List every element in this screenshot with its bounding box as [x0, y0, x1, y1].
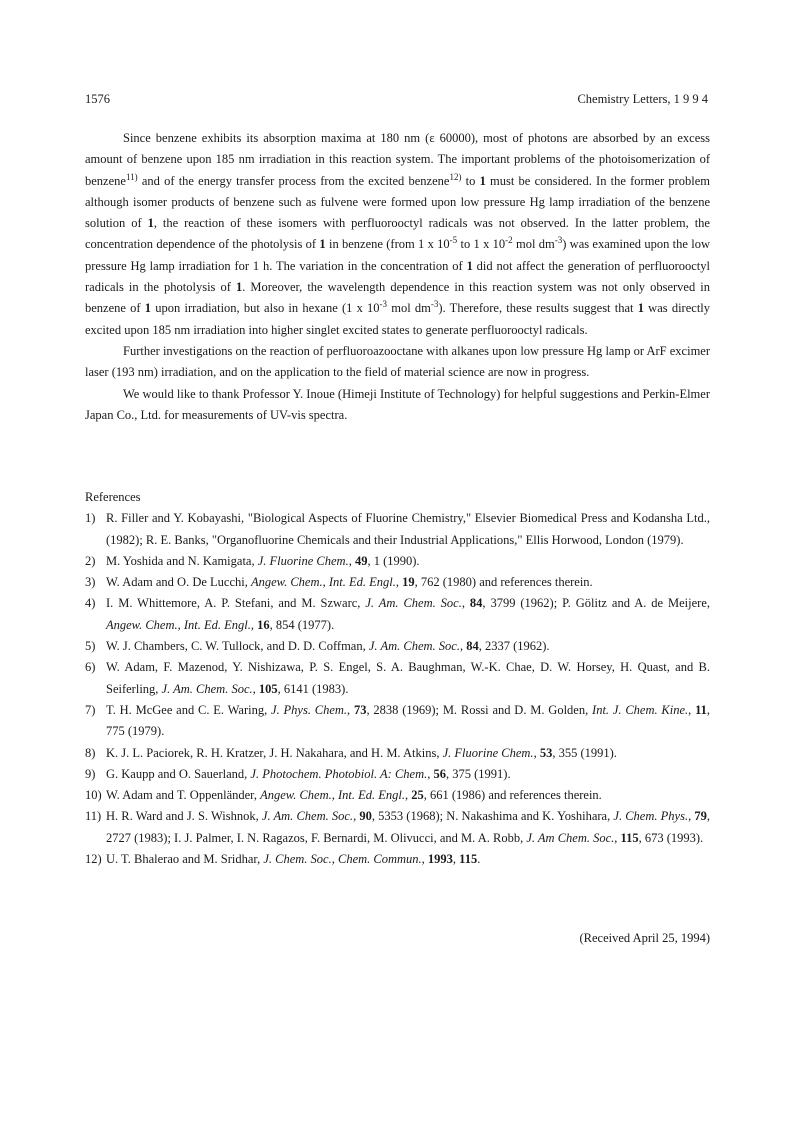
text: , 2838 (1969); M. Rossi and D. M. Golden, — [366, 702, 593, 717]
text: mol dm — [512, 237, 555, 252]
text: . Moreover, the wavelength dependence in this reaction system was not only observed in benzene of — [85, 280, 711, 316]
reference-item — [85, 551, 710, 572]
exponent: -3 — [430, 299, 439, 310]
volume: 115 — [459, 852, 478, 867]
reference-item — [85, 849, 710, 870]
text: , — [353, 809, 360, 824]
compound-label: 1 — [319, 237, 326, 252]
volume: 11 — [695, 702, 707, 717]
text: was directly excited upon 185 nm irradiation into higher singlet excited states to generate perfluorooctyl radicals. — [85, 301, 711, 337]
text: Since benzene exhibits its absorption maxima at 180 nm (ε 60000), most of photons are absorbed by an excess amount of benzene upon 185 nm irradiation in this reaction system. The important problems of the photoisomerization of benzene — [85, 131, 710, 188]
text: U. T. Bhalerao and M. Sridhar, — [106, 852, 264, 867]
reference-number: 3) — [85, 575, 96, 590]
reference-item — [85, 743, 710, 764]
reference-list — [85, 508, 710, 870]
text: , 661 (1986) and references therein. — [423, 788, 602, 803]
journal-name: Chemistry Letters, 1 9 9 4 — [577, 92, 708, 106]
text: , — [348, 553, 355, 568]
volume: 90 — [359, 809, 372, 824]
text: . — [477, 852, 481, 867]
volume: 53 — [539, 745, 553, 760]
text: to — [461, 173, 480, 188]
volume: 16 — [257, 617, 270, 632]
text: , — [252, 681, 259, 696]
reference-number: 6) — [85, 660, 96, 675]
text: W. J. Chambers, C. W. Tullock, and D. D. Coffman, — [106, 639, 369, 654]
reference-item — [85, 636, 710, 657]
exponent: -5 — [449, 235, 458, 246]
reference-item — [85, 572, 710, 593]
text: , — [688, 702, 696, 717]
reference-item — [85, 508, 710, 551]
reference-number: 12) — [85, 852, 102, 867]
journal-title: Angew. Chem., Int. Ed. Engl. — [260, 788, 405, 803]
text: , — [421, 852, 428, 867]
reference-text — [106, 657, 710, 700]
volume: 84 — [469, 596, 483, 611]
compound-label: 1 — [147, 216, 154, 231]
text: , — [461, 596, 470, 611]
text: , — [688, 809, 695, 824]
reference-text — [106, 785, 710, 806]
volume: 73 — [353, 702, 367, 717]
text: to 1 x 10 — [457, 237, 506, 252]
exponent: -3 — [379, 299, 388, 310]
page-header — [85, 92, 708, 107]
text: , 2337 (1962). — [478, 639, 550, 654]
reference-text — [106, 806, 710, 849]
paragraph-1 — [85, 128, 710, 341]
text: , 775 (1979). — [106, 702, 711, 739]
reference-number: 10) — [85, 788, 102, 803]
reference-number: 1) — [85, 511, 96, 526]
text: W. Adam, F. Mazenod, Y. Nishizawa, P. S. Engel, S. A. Baughman, W.-K. Chae, D. W. Horsey, H. Quast, and B. Seiferling, — [106, 660, 710, 696]
text: , 854 (1977). — [269, 617, 335, 632]
text: H. R. Ward and J. S. Wishnok, — [106, 809, 262, 824]
references-section — [85, 487, 710, 870]
text: ). Therefore, these results suggest that — [438, 301, 638, 316]
reference-text — [106, 700, 710, 743]
page-number: 1576 — [85, 92, 110, 106]
volume: 49 — [354, 553, 368, 568]
reference-item — [85, 806, 710, 849]
text: upon irradiation, but also in hexane (1 x 10 — [151, 301, 380, 316]
text: , — [347, 702, 354, 717]
reference-text — [106, 572, 710, 593]
text: , 355 (1991). — [552, 745, 617, 760]
text: must be considered. In the former problem although isomer products of benzene such as fulvene were formed upon low pressure Hg lamp irradiation of the benzene solution of — [85, 173, 710, 231]
journal-title: J. Fluorine Chem. — [442, 745, 534, 760]
text: G. Kaupp and O. Sauerland, — [106, 766, 251, 781]
text: , 5353 (1968); N. Nakashima and K. Yoshihara, — [371, 809, 614, 824]
journal-title: Angew. Chem., Int. Ed. Engl. — [106, 617, 251, 632]
volume: 115 — [620, 830, 639, 845]
exponent: -3 — [554, 235, 563, 246]
text: , 2727 (1983); I. J. Palmer, I. N. Ragazos, F. Bernardi, M. Olivucci, and M. A. Robb, — [106, 809, 710, 845]
text: K. J. L. Paciorek, R. H. Kratzer, J. H. Nakahara, and H. M. Atkins, — [106, 745, 443, 760]
volume: 19 — [402, 575, 415, 590]
text: , 6141 (1983). — [277, 681, 349, 696]
text: , — [614, 830, 621, 845]
paragraph-3: We would like to thank Professor Y. Inoue (Himeji Institute of Technology) for helpful suggestions and Perkin-Elmer Japan Co., Ltd. for measurements of UV-vis spectra. — [85, 386, 710, 422]
text: I. M. Whittemore, A. P. Stefani, and M. Szwarc, — [106, 596, 366, 611]
reference-item — [85, 657, 710, 700]
reference-text — [106, 636, 710, 657]
year: 1993 — [427, 852, 453, 867]
journal-title: Angew. Chem., Int. Ed. Engl. — [251, 575, 396, 590]
reference-number: 2) — [85, 553, 96, 568]
text: , 673 (1993). — [638, 830, 704, 845]
text: , — [452, 852, 460, 867]
journal-title: J. Phys. Chem. — [271, 702, 348, 717]
reference-item — [85, 785, 710, 806]
journal-title: J. Am. Chem. Soc. — [368, 639, 460, 654]
text: , 375 (1991). — [446, 766, 511, 781]
text: , — [459, 639, 467, 654]
reference-item — [85, 700, 710, 743]
text: M. Yoshida and N. Kamigata, — [106, 553, 258, 568]
volume: 56 — [433, 766, 446, 781]
volume: 105 — [258, 681, 278, 696]
body-text — [85, 128, 710, 426]
references-heading: References — [85, 490, 141, 504]
journal-title: J. Am. Chem. Soc. — [161, 681, 253, 696]
volume: 79 — [694, 809, 707, 824]
reference-text — [106, 764, 710, 785]
journal-title: Int. J. Chem. Kine. — [592, 702, 689, 717]
text: mol dm — [387, 301, 431, 316]
journal-title: J. Am. Chem. Soc. — [261, 809, 354, 824]
reference-text — [106, 743, 710, 764]
text: , — [395, 575, 403, 590]
paragraph-2: Further investigations on the reaction of perfluoroazooctane with alkanes upon low pressure Hg lamp or ArF excimer laser (193 nm) irradiation, and on the application to the field of material science are now in progress. — [85, 343, 710, 380]
reference-text — [106, 849, 710, 870]
compound-label: 1 — [235, 280, 243, 295]
journal-title: J. Photochem. Photobiol. A: Chem. — [250, 766, 428, 781]
reference-number: 9) — [85, 766, 96, 781]
text: W. Adam and O. De Lucchi, — [106, 575, 251, 590]
citation: 12) — [449, 171, 462, 182]
reference-number: 11) — [85, 809, 102, 824]
reference-item — [85, 764, 710, 785]
citation: 11) — [125, 171, 138, 182]
exponent: -2 — [505, 235, 513, 246]
journal-title: J. Am. Chem. Soc. — [365, 596, 462, 611]
reference-text — [106, 551, 710, 572]
reference-text — [106, 593, 710, 636]
journal-title: J. Fluorine Chem. — [257, 553, 349, 568]
text: , 1 (1990). — [367, 553, 420, 568]
text: in benzene (from 1 x 10 — [325, 237, 450, 252]
compound-label: 1 — [466, 258, 473, 273]
text: , 3799 (1962); P. Gölitz and A. de Meijere, — [482, 596, 710, 611]
text: , the reaction of these isomers with perfluorooctyl radicals was not observed. In the latter problem, the concentration dependence of the photolysis of — [85, 216, 710, 252]
reference-number: 8) — [85, 745, 96, 760]
text: , — [427, 766, 434, 781]
reference-number: 4) — [85, 596, 96, 611]
reference-number: 7) — [85, 702, 96, 717]
reference-number: 5) — [85, 639, 96, 654]
compound-label: 1 — [479, 173, 486, 188]
journal-title: J. Chem. Phys. — [613, 809, 689, 824]
text: W. Adam and T. Oppenländer, — [106, 788, 261, 803]
volume: 25 — [411, 788, 424, 803]
text: ) was examined upon the low pressure Hg lamp irradiation for 1 h. The variation in the concentration of — [85, 237, 710, 273]
journal-title: J. Chem. Soc., Chem. Commun. — [263, 852, 422, 867]
text: , — [405, 788, 412, 803]
compound-label: 1 — [144, 301, 152, 316]
text: R. Filler and Y. Kobayashi, "Biological Aspects of Fluorine Chemistry," Elsevier Biomedical Press and Kodansha Ltd., (1982); R. E. Banks, "Organofluorine Chemicals and their Industrial Applications," Ellis Horwood, London (1979). — [106, 511, 710, 547]
text: , — [533, 745, 540, 760]
text: T. H. McGee and C. E. Waring, — [106, 702, 272, 717]
text: did not affect the generation of perfluorooctyl radicals in the photolysis of — [85, 258, 711, 295]
volume: 84 — [466, 639, 479, 654]
reference-item — [85, 593, 710, 636]
text: , 762 (1980) and references therein. — [414, 575, 593, 590]
compound-label: 1 — [637, 301, 644, 316]
text: and of the energy transfer process from the excited benzene — [137, 173, 450, 188]
reference-text — [106, 508, 710, 551]
received-date: (Received April 25, 1994) — [579, 931, 710, 945]
text: , — [250, 617, 258, 632]
journal-title: J. Am Chem. Soc. — [526, 830, 615, 845]
